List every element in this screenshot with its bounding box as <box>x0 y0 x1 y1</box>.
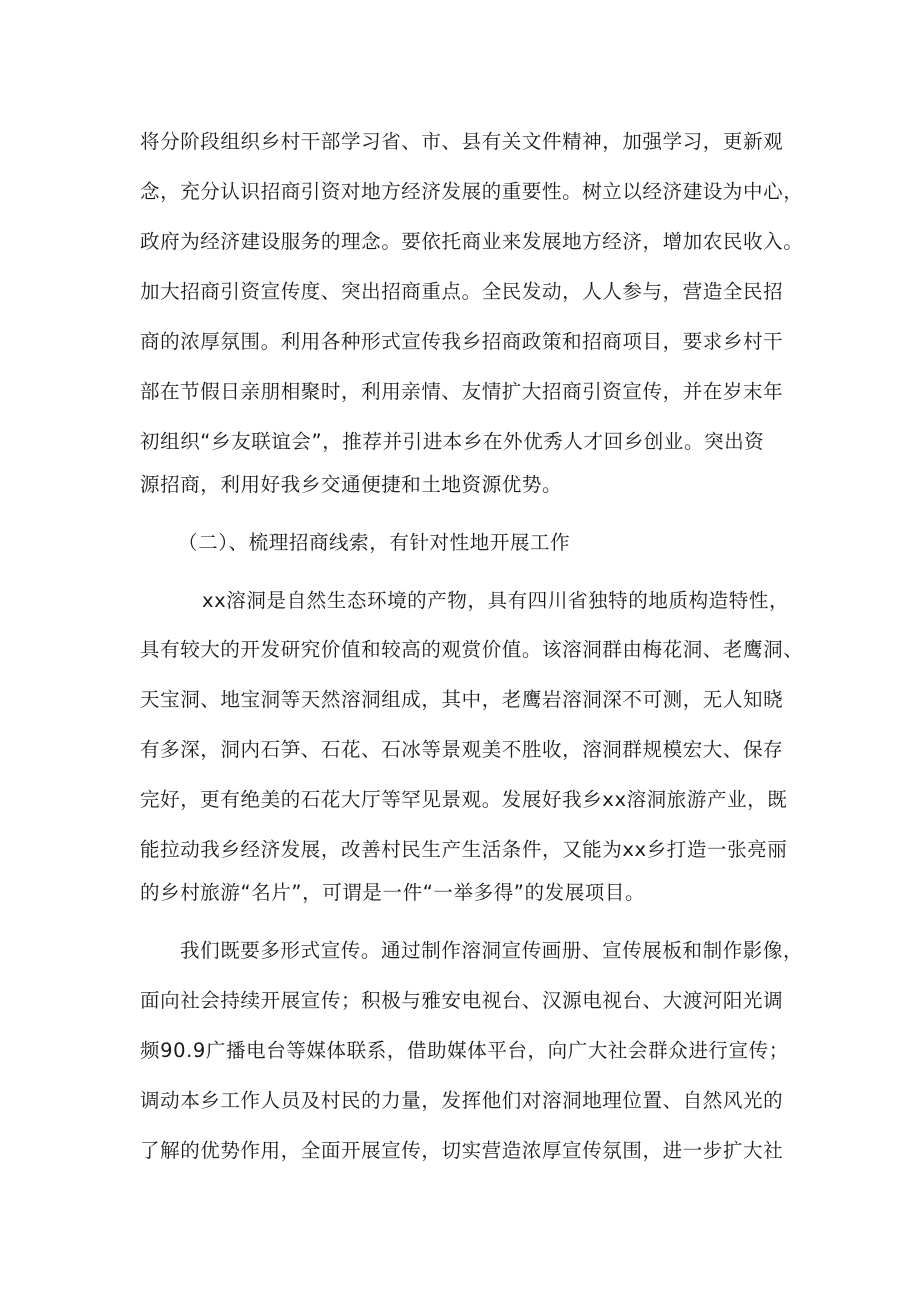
paragraph-3-line-1: 我们既要多形式宣传。通过制作溶洞宣传画册、宣传展板和制作影像， <box>180 939 804 962</box>
paragraph-2-line-2: 具有较大的开发研究价值和较高的观赏价值。该溶洞群由梅花洞、老鹰洞、 <box>140 638 804 661</box>
paragraph-2-line-3: 天宝洞、地宝洞等天然溶洞组成，其中，老鹰岩溶洞深不可测，无人知晓 <box>140 688 784 711</box>
paragraph-1-line-3: 政府为经济建设服务的理念。要依托商业来发展地方经济，增加农民收入。 <box>140 230 804 253</box>
paragraph-3-line-3: 频90.9广播电台等媒体联系，借助媒体平台，向广大社会群众进行宣传； <box>140 1039 789 1062</box>
paragraph-2-line-6: 能拉动我乡经济发展，改善村民生产生活条件，又能为xx乡打造一张亮丽 <box>140 838 788 861</box>
paragraph-1-line-2: 念，充分认识招商引资对地方经济发展的重要性。树立以经济建设为中心， <box>140 180 804 203</box>
paragraph-2-line-7: 的乡村旅游“名片”，可谓是一件“一举多得”的发展项目。 <box>140 881 646 904</box>
paragraph-2-line-1: xx溶洞是自然生态环境的产物，具有四川省独特的地质构造特性， <box>202 589 790 612</box>
paragraph-2-line-4: 有多深，洞内石笋、石花、石冰等景观美不胜收，溶洞群规模宏大、保存 <box>140 738 784 761</box>
paragraph-1-line-7: 初组织“乡友联谊会”，推荐并引进本乡在外优秀人才回乡创业。突出资 <box>140 430 765 453</box>
paragraph-1-line-8: 源招商，利用好我乡交通便捷和土地资源优势。 <box>140 473 563 496</box>
paragraph-3-line-4: 调动本乡工作人员及村民的力量，发挥他们对溶洞地理位置、自然风光的 <box>140 1089 784 1112</box>
paragraph-3-line-2: 面向社会持续开展宣传；积极与雅安电视台、汉源电视台、大渡河阳光调 <box>140 989 784 1012</box>
paragraph-2-line-5: 完好，更有绝美的石花大厅等罕见景观。发展好我乡xx溶洞旅游产业，既 <box>140 788 788 811</box>
paragraph-3-line-5: 了解的优势作用，全面开展宣传，切实营造浓厚宣传氛围，进一步扩大社 <box>140 1139 784 1162</box>
section-heading: （二）、梳理招商线索，有针对性地开展工作 <box>178 531 571 554</box>
paragraph-1-line-1: 将分阶段组织乡村干部学习省、市、县有关文件精神，加强学习，更新观 <box>140 130 784 153</box>
paragraph-1-line-5: 商的浓厚氛围。利用各种形式宣传我乡招商政策和招商项目，要求乡村干 <box>140 330 784 353</box>
paragraph-1-line-4: 加大招商引资宣传度、突出招商重点。全民发动，人人参与，营造全民招 <box>140 280 784 303</box>
paragraph-1-line-6: 部在节假日亲朋相聚时，利用亲情、友情扩大招商引资宣传，并在岁末年 <box>140 380 784 403</box>
